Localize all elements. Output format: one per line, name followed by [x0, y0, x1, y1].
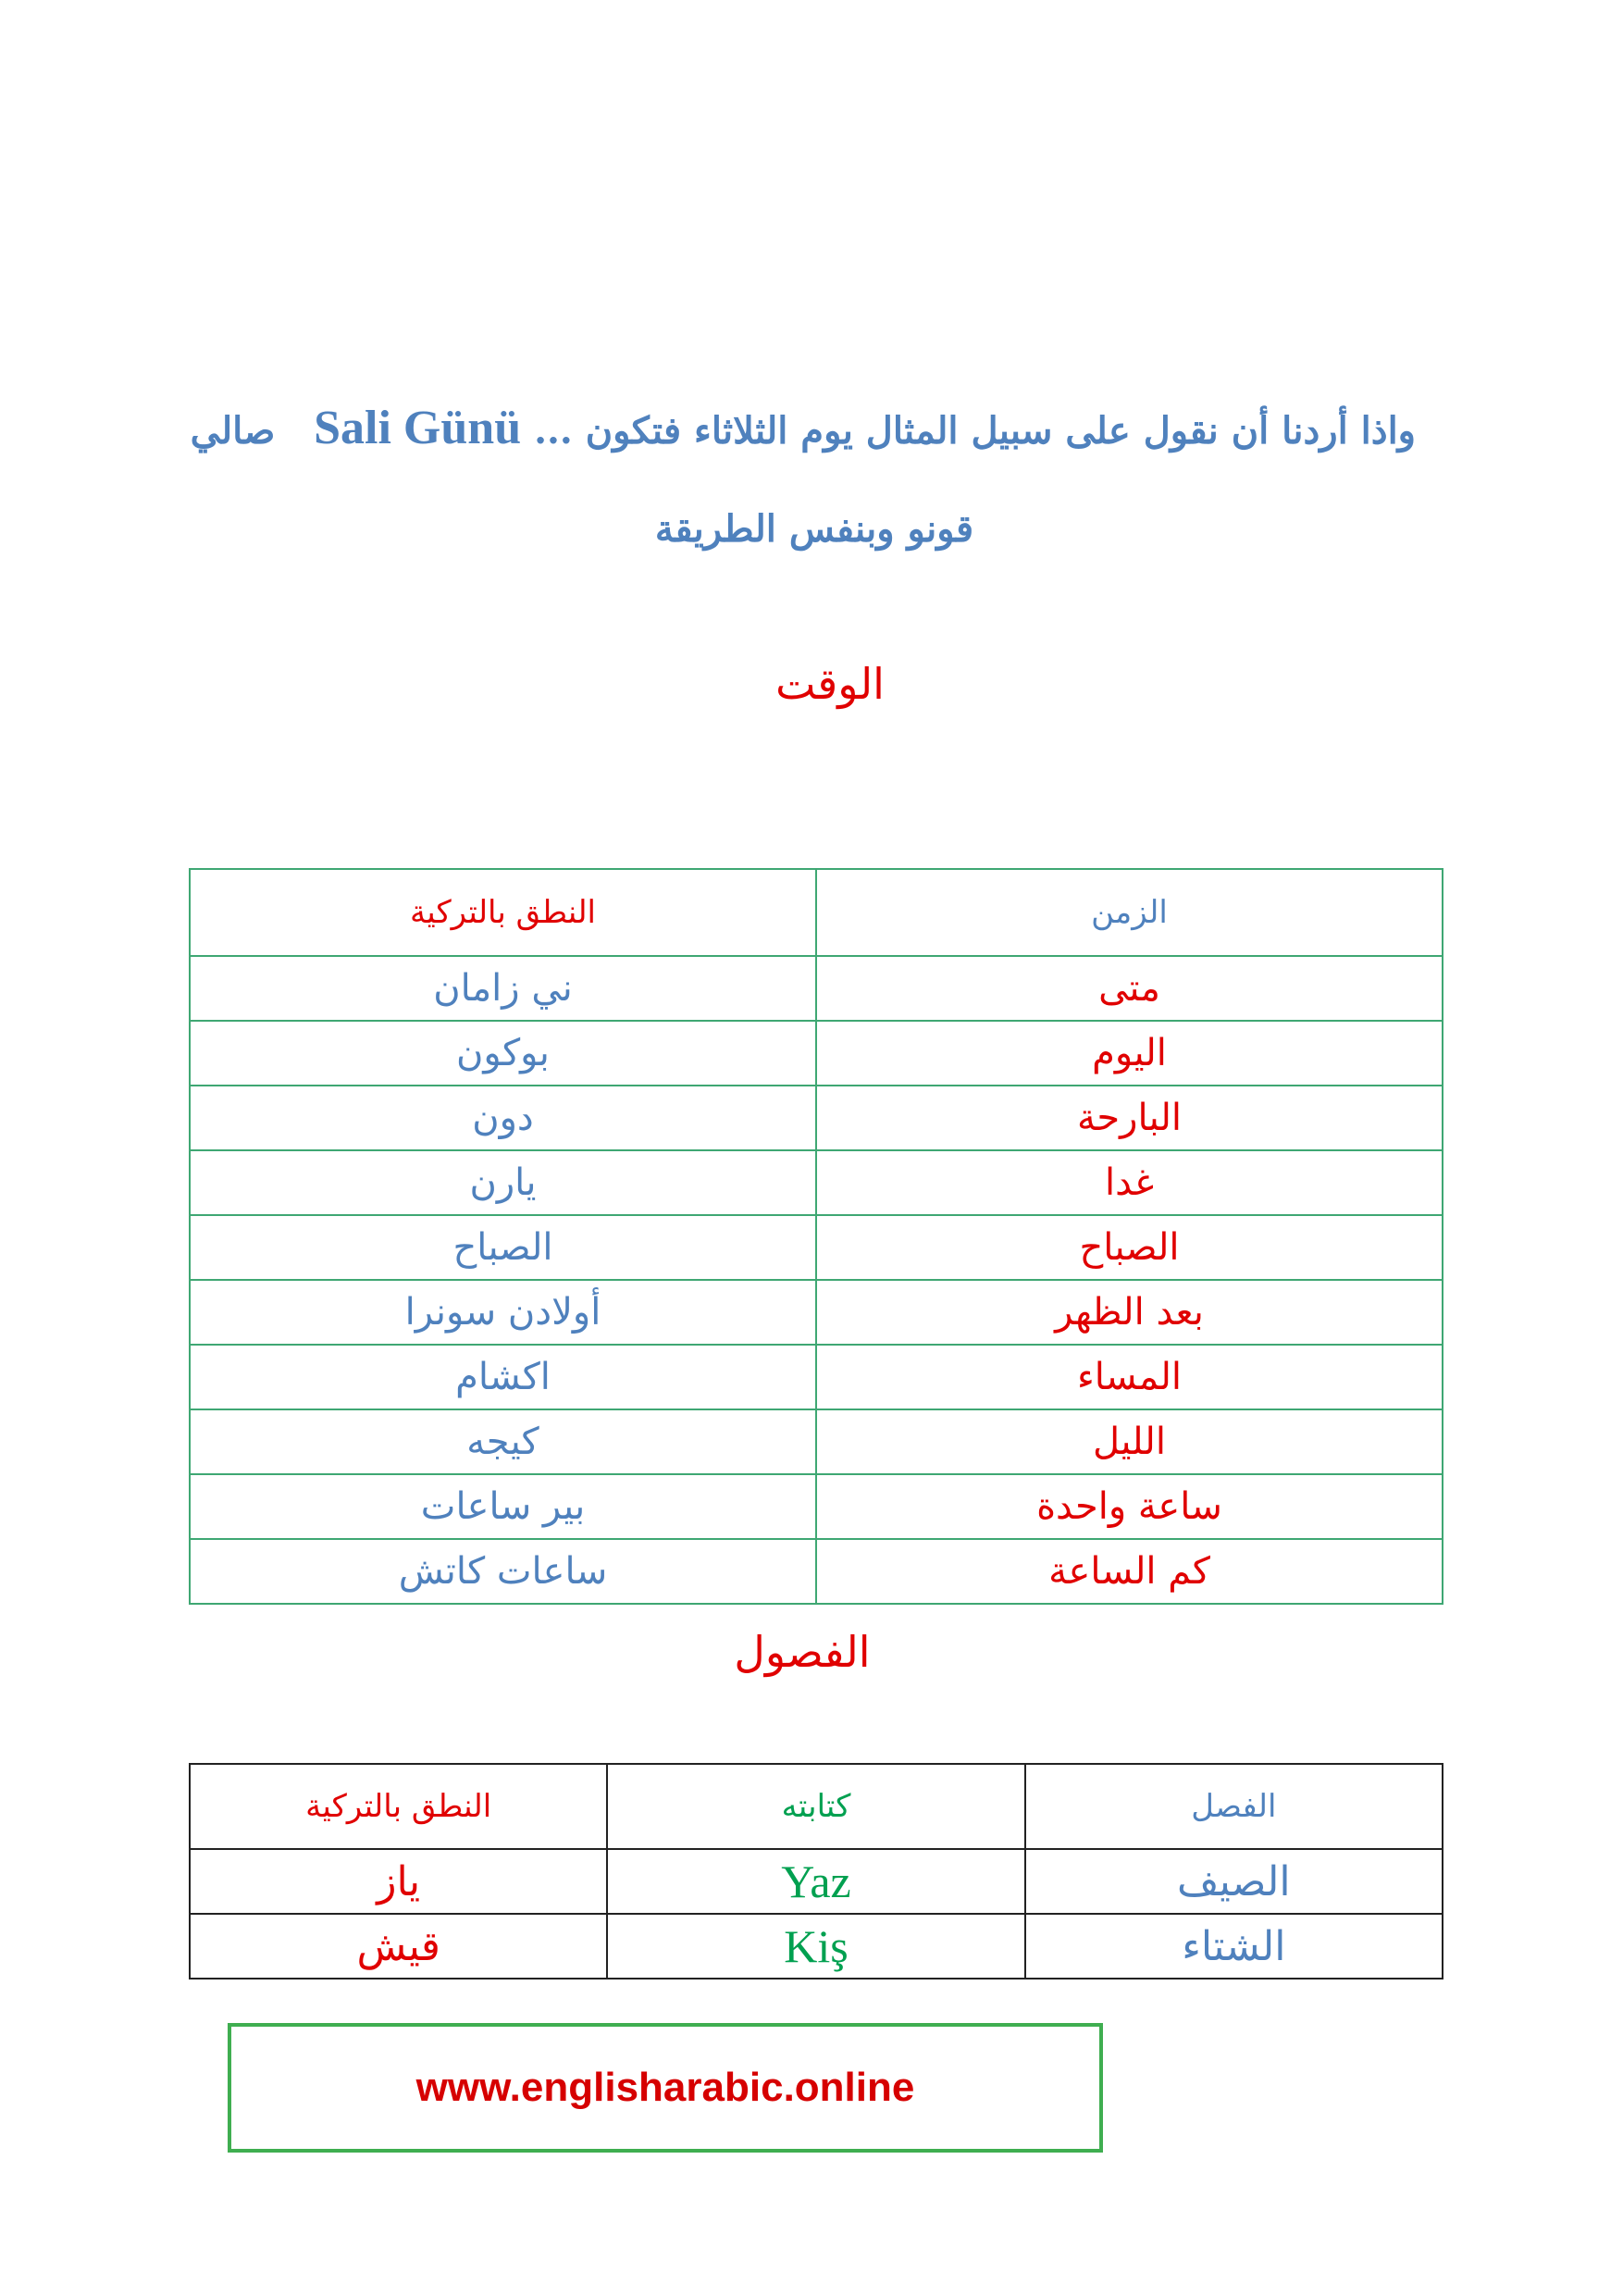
- kitaba-cell: Yaz: [607, 1849, 1024, 1914]
- intro-line-2: قونو وبنفس الطريقة: [654, 507, 974, 551]
- nutq-cell: الصباح: [190, 1215, 816, 1280]
- nutq-cell: ساعات كاتش: [190, 1539, 816, 1604]
- zaman-cell: الصباح: [816, 1215, 1443, 1280]
- zaman-cell: الليل: [816, 1409, 1443, 1474]
- zaman-cell: اليوم: [816, 1021, 1443, 1086]
- nutq-cell: كيجه: [190, 1409, 816, 1474]
- time-table-header-row: [190, 869, 1443, 956]
- zaman-cell: البارحة: [816, 1086, 1443, 1150]
- intro-line-1-suffix: صالي: [190, 409, 276, 453]
- table-row: [190, 1150, 1443, 1215]
- table-row: [190, 1086, 1443, 1150]
- kitaba-cell: Kiş: [607, 1914, 1024, 1979]
- zaman-cell: ساعة واحدة: [816, 1474, 1443, 1539]
- table-row: [190, 1215, 1443, 1280]
- header-kitaba: كتابته: [607, 1764, 1024, 1849]
- seasons-table: [189, 1763, 1443, 1980]
- intro-line-1-prefix: واذا أردنا أن نقول على سبيل المثال يوم الثلاثاء فتكون ...: [534, 409, 1416, 453]
- nutq-cell: بوكون: [190, 1021, 816, 1086]
- nutq-cell: اكشام: [190, 1345, 816, 1409]
- website-link[interactable]: www.englisharabic.online: [415, 2065, 915, 2110]
- seasons-section-title: الفصول: [734, 1627, 871, 1677]
- nutq-cell: يارن: [190, 1150, 816, 1215]
- nutq-cell: ياز: [190, 1849, 607, 1914]
- table-row: [190, 956, 1443, 1021]
- seasons-table-header-row: [190, 1764, 1443, 1849]
- header-zaman: الزمن: [816, 869, 1443, 956]
- table-row: [190, 1539, 1443, 1604]
- nutq-cell: بير ساعات: [190, 1474, 816, 1539]
- time-section-title: الوقت: [775, 659, 885, 709]
- time-table: [189, 868, 1443, 1605]
- nutq-cell: أولادن سونرا: [190, 1280, 816, 1345]
- zaman-cell: المساء: [816, 1345, 1443, 1409]
- intro-latin-phrase: Sali Günü: [314, 402, 522, 454]
- header-nutq: النطق بالتركية: [190, 869, 816, 956]
- table-row: [190, 1914, 1443, 1979]
- zaman-cell: كم الساعة: [816, 1539, 1443, 1604]
- header-fasl: الفصل: [1025, 1764, 1443, 1849]
- table-row: [190, 1280, 1443, 1345]
- intro-line-1: [190, 400, 1416, 457]
- nutq-cell: قيش: [190, 1914, 607, 1979]
- zaman-cell: بعد الظهر: [816, 1280, 1443, 1345]
- header-nutq: النطق بالتركية: [190, 1764, 607, 1849]
- table-row: [190, 1849, 1443, 1914]
- nutq-cell: دون: [190, 1086, 816, 1150]
- table-row: [190, 1021, 1443, 1086]
- table-row: [190, 1345, 1443, 1409]
- zaman-cell: غدا: [816, 1150, 1443, 1215]
- fasl-cell: الشتاء: [1025, 1914, 1443, 1979]
- website-box: [228, 2023, 1103, 2153]
- zaman-cell: متى: [816, 956, 1443, 1021]
- table-row: [190, 1474, 1443, 1539]
- fasl-cell: الصيف: [1025, 1849, 1443, 1914]
- table-row: [190, 1409, 1443, 1474]
- nutq-cell: ني زامان: [190, 956, 816, 1021]
